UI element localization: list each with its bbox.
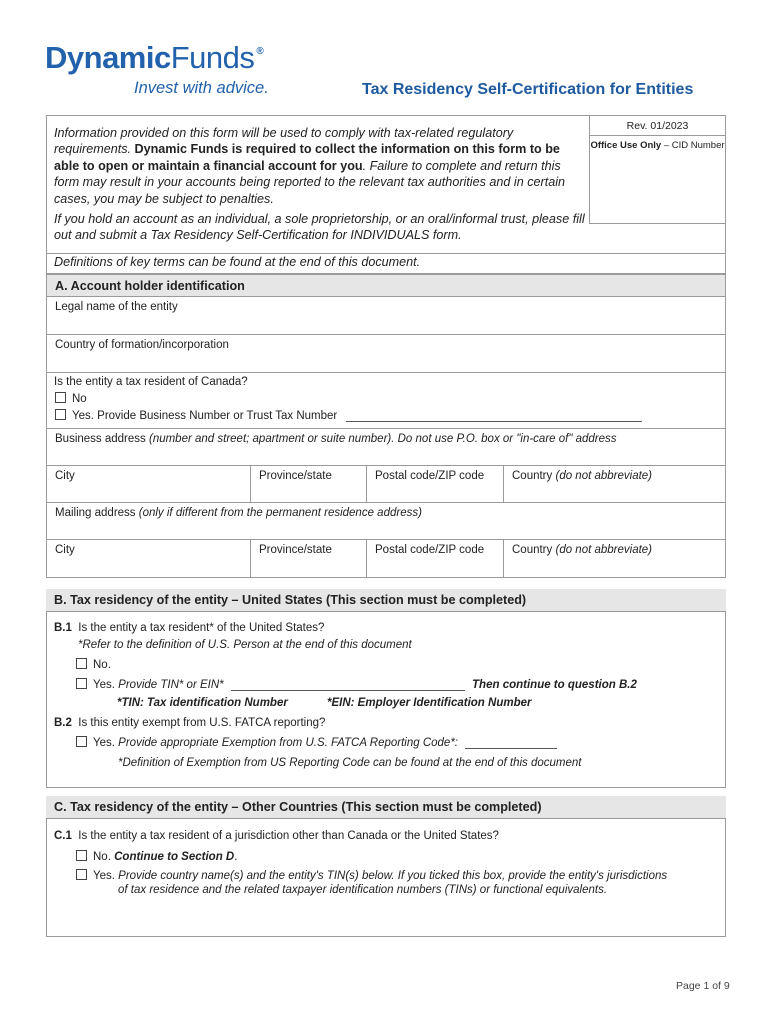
office-divider — [589, 135, 726, 136]
canada-yes-checkbox[interactable] — [55, 409, 66, 420]
b2-yes-checkbox[interactable] — [76, 736, 87, 747]
logo-funds: Funds — [170, 40, 255, 75]
legal-name-field[interactable] — [46, 296, 726, 335]
c1-yes-text-continued: of tax residence and the related taxpayer identification numbers (TINs) or functional equivalents. — [118, 884, 608, 896]
logo-registered-mark: ® — [256, 46, 264, 57]
b1-no-checkbox[interactable] — [76, 658, 87, 669]
section-a-heading: A. Account holder identification — [46, 274, 726, 297]
definitions-note: Definitions of key terms can be found at the end of this document. — [54, 255, 421, 269]
postal-field-1[interactable]: Postal code/ZIP code — [366, 465, 504, 503]
logo-dynamic: Dynamic — [45, 40, 171, 75]
b1-no-option[interactable]: No. — [76, 659, 111, 671]
tin-definition: *TIN: Tax identification Number — [117, 697, 288, 709]
canada-no-option[interactable]: No — [55, 393, 87, 405]
b1-yes-checkbox[interactable] — [76, 678, 87, 689]
page-number: Page 1 of 9 — [676, 980, 730, 992]
section-c-heading: C. Tax residency of the entity – Other Countries (This section must be completed) — [46, 796, 726, 819]
b2-question: B.2 Is this entity exempt from U.S. FATCA reporting? — [54, 717, 326, 729]
revision-label: Rev. 01/2023 — [626, 120, 689, 132]
document-title: Tax Residency Self-Certification for Entities — [362, 81, 694, 98]
business-address-note: (number and street; apartment or suite number). Do not use P.O. box or "in-care of" address — [148, 433, 617, 445]
dynamic-funds-logo — [45, 40, 263, 76]
legal-name-label: Legal name of the entity — [55, 301, 178, 313]
province-field-1[interactable]: Province/state — [250, 465, 367, 503]
c1-no-option[interactable]: No. Continue to Section D. — [76, 851, 237, 863]
city-field-1[interactable]: City — [46, 465, 251, 503]
section-b-heading: B. Tax residency of the entity – United States (This section must be completed) — [46, 589, 726, 612]
business-number-input[interactable] — [346, 421, 642, 422]
intro-paragraph-1: Information provided on this form will be used to comply with tax-related regulatory requirements. Dynamic Funds is required to collect the information on this form to be able to open or maintain a financial account for you. Failure to complete and return this form may result in your accounts being reported to the relevant tax authorities and in certain cases, you may be subject to penalties. — [54, 126, 566, 206]
country-field-1[interactable]: Country (do not abbreviate) — [503, 465, 726, 503]
city-field-2[interactable]: City — [46, 539, 251, 578]
c1-question: C.1 Is the entity a tax resident of a jurisdiction other than Canada or the United States? — [54, 830, 499, 842]
canada-no-checkbox[interactable] — [55, 392, 66, 403]
b1-yes-option[interactable]: Yes. Provide TIN* or EIN* Then continue to question B.2 — [76, 679, 637, 691]
country-field-2[interactable]: Country (do not abbreviate) — [503, 539, 726, 578]
country-formation-field[interactable] — [46, 334, 726, 373]
b1-note: *Refer to the definition of U.S. Person at the end of this document — [78, 639, 412, 651]
business-address-label: Business address — [55, 433, 146, 445]
country-formation-label: Country of formation/incorporation — [55, 339, 229, 351]
province-field-2[interactable]: Province/state — [250, 539, 367, 578]
c1-no-checkbox[interactable] — [76, 850, 87, 861]
canada-yes-option[interactable]: Yes. Provide Business Number or Trust Tax Number — [55, 410, 642, 422]
office-use-label: Office Use Only – CID Number — [590, 140, 725, 151]
c1-yes-checkbox[interactable] — [76, 869, 87, 880]
intro-paragraph-2: If you hold an account as an individual, a sole proprietorship, or an oral/informal trust, please fill out and submit a Tax Residency Self-Certification for INDIVIDUALS form. — [54, 212, 585, 243]
logo-tagline: Invest with advice. — [134, 79, 269, 97]
ein-definition: *EIN: Employer Identification Number — [327, 697, 532, 709]
canada-tax-resident-question: Is the entity a tax resident of Canada? — [54, 376, 248, 388]
tin-ein-input[interactable] — [231, 690, 465, 691]
mailing-address-field[interactable] — [46, 502, 726, 540]
b2-yes-option[interactable]: Yes. Provide appropriate Exemption from U.S. FATCA Reporting Code*: — [76, 737, 557, 749]
mailing-address-note: (only if different from the permanent residence address) — [138, 507, 422, 519]
fatca-code-input[interactable] — [465, 748, 557, 749]
postal-field-2[interactable]: Postal code/ZIP code — [366, 539, 504, 578]
b2-note: *Definition of Exemption from US Reporting Code can be found at the end of this document — [118, 757, 582, 769]
b1-question: B.1 Is the entity a tax resident* of the United States? — [54, 622, 325, 634]
business-address-field[interactable] — [46, 428, 726, 466]
mailing-address-label: Mailing address — [55, 507, 136, 519]
c1-yes-option[interactable]: Yes. Provide country name(s) and the entity's TIN(s) below. If you ticked this box, provide the entity's jurisdictions — [76, 870, 667, 882]
